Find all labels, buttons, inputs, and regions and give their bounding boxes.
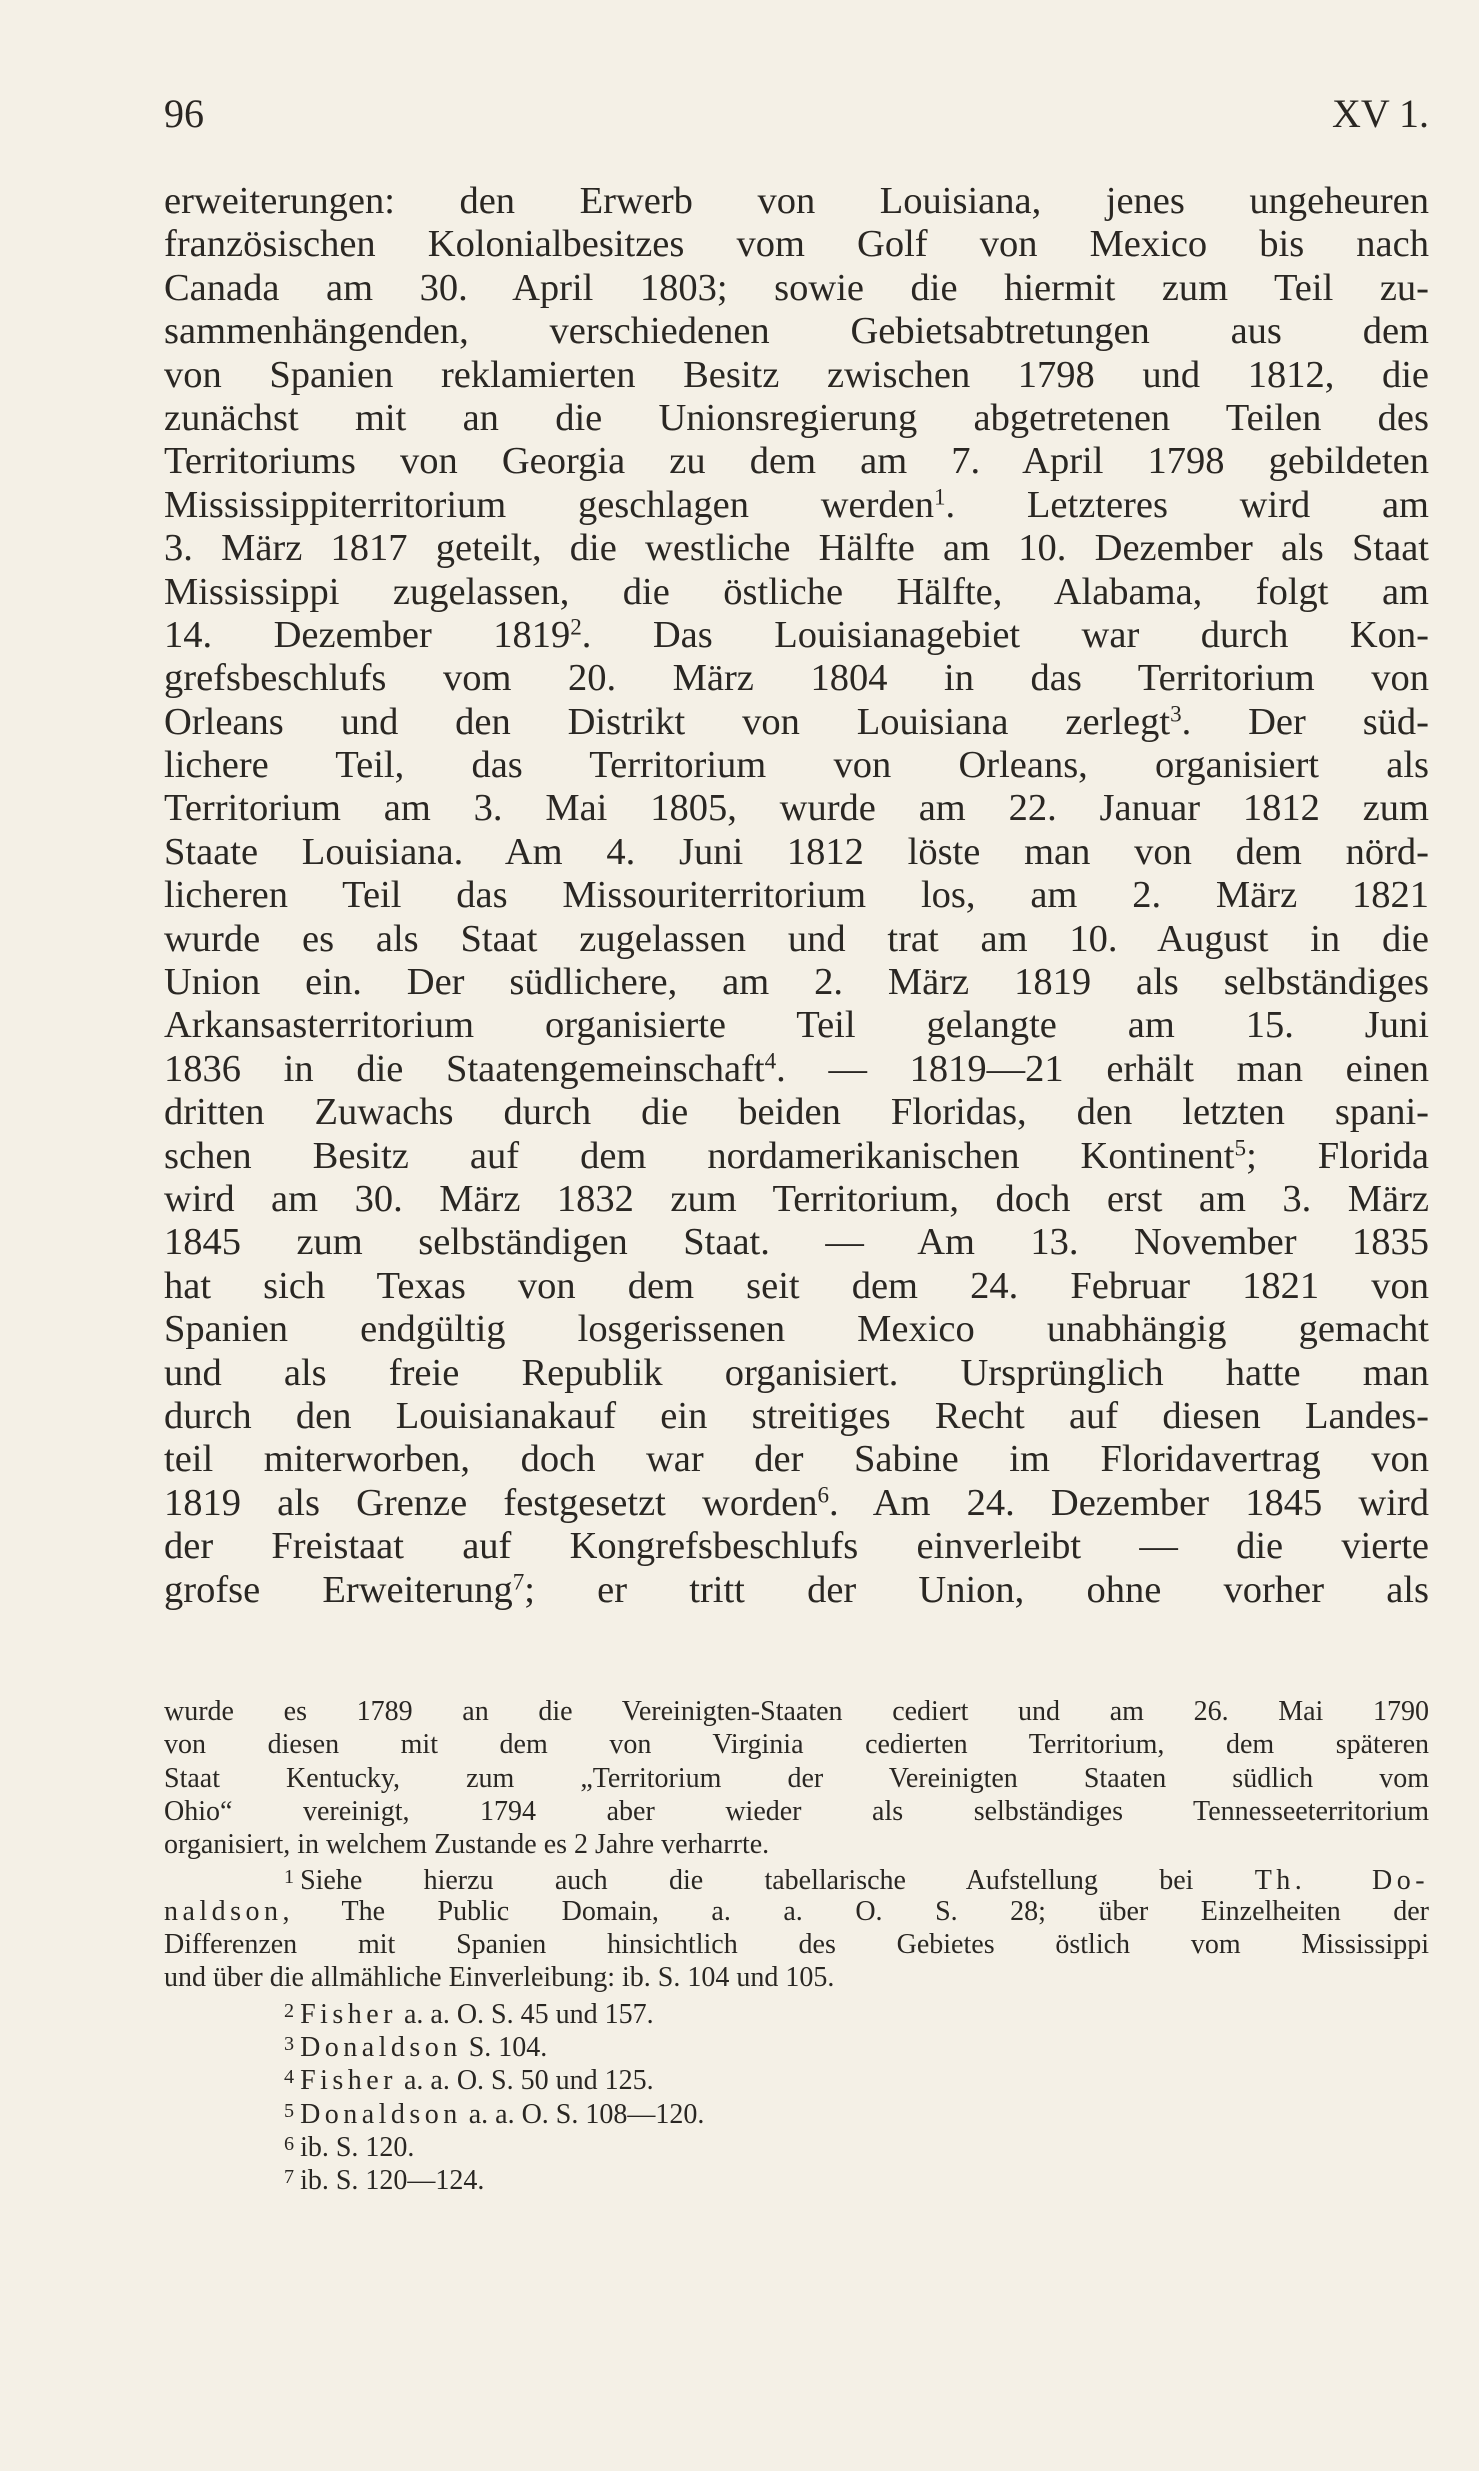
footnote-line (164, 1695, 1429, 1728)
footnote-reference: 3 (1170, 700, 1182, 726)
footnote-reference: 1 (934, 483, 946, 510)
volume-signature: XV 1. (1331, 91, 1429, 136)
text-run: Mississippiterritorium geschlagen werden (164, 483, 934, 526)
text-line (164, 1265, 1429, 1308)
text-run: a. a. O. S. 108—120. (461, 2098, 705, 2128)
text-run: Spanien endgültig losgerissenen Mexico unabhängig gemacht (164, 1308, 1429, 1351)
text-run: hat sich Texas von dem seit dem 24. Februar 1821 von (164, 1264, 1429, 1307)
text-run: von Spanien reklamierten Besitz zwischen 1798 und 1812, die (164, 353, 1429, 396)
footnote-number: 1 (284, 1866, 295, 1889)
text-line (164, 1135, 1429, 1178)
text-run: ; er tritt der Union, ohne vorher als (524, 1568, 1429, 1611)
text-line (164, 1352, 1429, 1395)
text-line (164, 1482, 1429, 1525)
text-line (164, 267, 1429, 310)
text-run: . Letzteres wird am (945, 483, 1429, 526)
text-run: Staat Kentucky, zum „Territorium der Vereinigten Staaten südlich vom (164, 1762, 1429, 1794)
text-line (164, 440, 1429, 483)
text-run: organisiert, in welchem Zustande es 2 Jahre verharrte. (164, 1829, 770, 1861)
text-line (164, 397, 1429, 440)
text-run: erweiterungen: den Erwerb von Louisiana, jenes ungeheuren (164, 180, 1429, 222)
text-run: zunächst mit an die Unionsregierung abgetretenen Teilen des (164, 396, 1429, 439)
text-run: S. 104. (461, 2032, 548, 2062)
text-line (164, 1525, 1429, 1568)
text-line (164, 527, 1429, 570)
footnote-line (164, 1961, 1429, 1994)
text-run: wurde es 1789 an die Vereinigten-Staaten cediert und am 26. Mai 1790 (164, 1696, 1429, 1727)
footnote-reference: 5 (1234, 1134, 1247, 1160)
text-run: 3. März 1817 geteilt, die westliche Hälfte am 10. Dezember als Staat (164, 527, 1429, 570)
text-run: dritten Zuwachs durch die beiden Floridas, den letzten spani- (164, 1091, 1429, 1134)
text-run: a. a. O. S. 50 und 125. (396, 2065, 654, 2095)
text-line (164, 484, 1429, 527)
footnote-line (164, 1928, 1429, 1961)
text-line (164, 310, 1429, 353)
text-run: Ohio“ vereinigt, 1794 aber wieder als selbständiges Tennesseeterritorium (164, 1795, 1429, 1827)
text-run: 1836 in die Staatengemeinschaft (164, 1047, 765, 1090)
text-run: Staate Louisiana. Am 4. Juni 1812 löste man von dem nörd- (164, 830, 1429, 873)
text-run: a. a. O. S. 45 und 157. (396, 1998, 654, 2028)
footnote-line (164, 1861, 1429, 1894)
text-line (164, 918, 1429, 961)
text-run: ib. S. 120. (300, 2131, 415, 2162)
text-line (164, 657, 1429, 700)
text-run: 1819 als Grenze festgesetzt worden (164, 1481, 818, 1524)
footnote-line (164, 2061, 1429, 2094)
footnote-line (164, 1762, 1429, 1795)
text-run: grofse Erweiterung (164, 1568, 513, 1611)
text-run: Union ein. Der südlichere, am 2. März 1819 als selbständiges (164, 961, 1429, 1004)
footnote-line (164, 1728, 1429, 1761)
text-line (164, 614, 1429, 657)
spaced-name: Fisher (300, 1998, 397, 2028)
text-line (164, 961, 1429, 1004)
text-line (164, 1221, 1429, 1264)
text-line (164, 1395, 1429, 1438)
text-line (164, 1308, 1429, 1351)
footnote-line (164, 1795, 1429, 1828)
text-run: , The Public Domain, a. a. O. S. 28; über Einzelheiten der (282, 1895, 1429, 1927)
text-run: und als freie Republik organisiert. Ursprünglich hatte man (164, 1351, 1429, 1394)
text-run: französischen Kolonialbesitzes vom Golf von Mexico bis nach (164, 223, 1429, 266)
text-run: lichere Teil, das Territorium von Orleans, organisiert als (164, 744, 1429, 787)
text-run: Territorium am 3. Mai 1805, wurde am 22. Januar 1812 zum (164, 787, 1429, 830)
text-line (164, 1569, 1429, 1612)
text-run: Arkansasterritorium organisierte Teil gelangte am 15. Juni (164, 1004, 1429, 1047)
text-run: der Freistaat auf Kongrefsbeschlufs einverleibt — die vierte (164, 1525, 1429, 1568)
main-text (164, 180, 1429, 1612)
text-run: Differenzen mit Spanien hinsichtlich des Gebietes östlich vom Mississippi (164, 1929, 1429, 1961)
footnote-number: 7 (284, 2166, 295, 2189)
footnote-number: 2 (284, 1999, 295, 2022)
text-line (164, 744, 1429, 787)
spaced-name: naldson (164, 1895, 283, 1927)
text-run: durch den Louisianakauf ein streitiges Recht auf diesen Landes- (164, 1394, 1429, 1437)
text-run: Mississippi zugelassen, die östliche Hälfte, Alabama, folgt am (164, 570, 1429, 613)
text-line (164, 1091, 1429, 1134)
text-run: 14. Dezember 1819 (164, 613, 571, 656)
text-line (164, 701, 1429, 744)
text-line (164, 1178, 1429, 1221)
text-run: . Der süd- (1181, 700, 1429, 743)
text-run: . Das Louisianagebiet war durch Kon- (581, 613, 1429, 656)
text-line (164, 1438, 1429, 1481)
text-run: Territoriums von Georgia zu dem am 7. April 1798 gebildeten (164, 440, 1429, 483)
text-run: grefsbeschlufs vom 20. März 1804 in das Territorium von (164, 657, 1429, 700)
footnote-line (164, 2161, 1429, 2194)
text-run: ; Florida (1246, 1134, 1429, 1177)
text-run: schen Besitz auf dem nordamerikanischen Kontinent (164, 1134, 1235, 1177)
spaced-name: Fisher (300, 2065, 397, 2095)
footnote-line (164, 2028, 1429, 2061)
text-run: sammenhängenden, verschiedenen Gebietsabtretungen aus dem (164, 310, 1429, 353)
footnote-reference: 7 (512, 1568, 525, 1594)
text-run: von diesen mit dem von Virginia cedierten Territorium, dem späteren (164, 1729, 1429, 1761)
page-number: 96 (164, 91, 204, 136)
footnote-line (164, 1895, 1429, 1928)
text-run: licheren Teil das Missouriterritorium los, am 2. März 1821 (164, 874, 1429, 917)
footnote-line (164, 1995, 1429, 2028)
text-line (164, 354, 1429, 397)
text-line (164, 787, 1429, 830)
text-run: teil miterworben, doch war der Sabine im Floridavertrag von (164, 1438, 1429, 1481)
text-run: . — 1819—21 erhält man einen (776, 1047, 1429, 1090)
text-run: wird am 30. März 1832 zum Territorium, doch erst am 3. März (164, 1177, 1429, 1220)
footnote-reference: 6 (817, 1481, 830, 1508)
footnote-reference: 2 (570, 613, 582, 640)
text-line (164, 1004, 1429, 1047)
text-run: 1845 zum selbständigen Staat. — Am 13. November 1835 (164, 1221, 1429, 1264)
footnote-number: 3 (284, 2032, 295, 2055)
footnote-reference: 4 (764, 1047, 777, 1074)
footnote-number: 6 (284, 2132, 295, 2155)
text-run: Siehe hierzu auch die tabellarische Aufstellung bei (300, 1865, 1255, 1895)
text-line (164, 180, 1429, 223)
footnote-number: 4 (284, 2066, 295, 2089)
text-line (164, 874, 1429, 917)
footnote-number: 5 (284, 2099, 295, 2122)
text-run: und über die allmähliche Einverleibung: ib. S. 104 und 105. (164, 1962, 835, 1994)
footnotes (164, 1695, 1429, 2194)
text-run: . Am 24. Dezember 1845 wird (829, 1481, 1429, 1524)
text-run: ib. S. 120—124. (300, 2165, 485, 2195)
text-line (164, 831, 1429, 874)
spaced-name: Donaldson (300, 2032, 462, 2062)
footnote-line (164, 1828, 1429, 1861)
text-run: wurde es als Staat zugelassen und trat am 10. August in die (164, 917, 1429, 960)
footnote-line (164, 2128, 1429, 2161)
text-line (164, 223, 1429, 266)
text-run: Orleans und den Distrikt von Louisiana zerlegt (164, 700, 1171, 743)
text-line (164, 1048, 1429, 1091)
footnote-line (164, 2095, 1429, 2128)
text-line (164, 571, 1429, 614)
spaced-name: Donaldson (300, 2098, 462, 2128)
text-run: Canada am 30. April 1803; sowie die hiermit zum Teil zu- (164, 266, 1429, 309)
spaced-name: Th. Do- (1254, 1865, 1429, 1895)
